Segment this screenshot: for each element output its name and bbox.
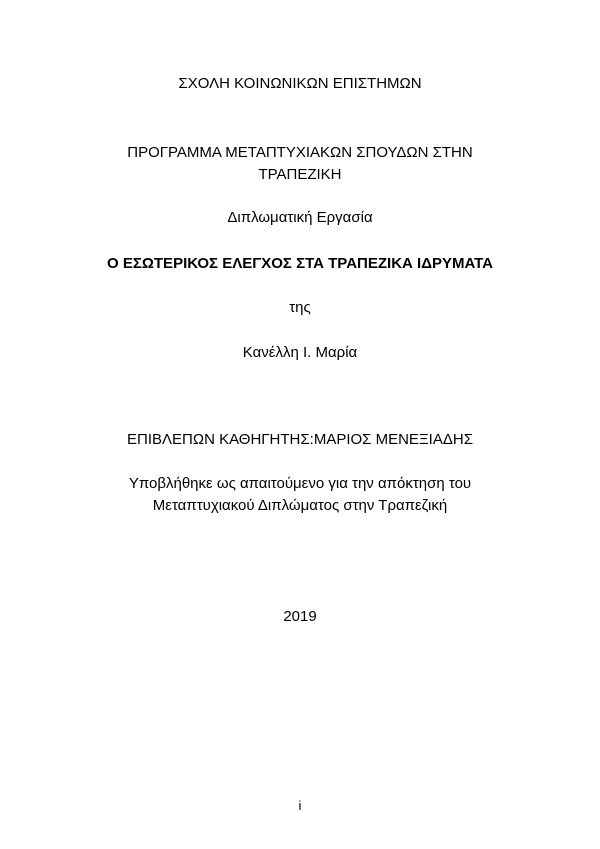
school-name: ΣΧΟΛΗ ΚΟΙΝΩΝΙΚΩΝ ΕΠΙΣΤΗΜΩΝ — [178, 75, 422, 92]
thesis-title: Ο ΕΣΩΤΕΡΙΚΟΣ ΕΛΕΓΧΟΣ ΣΤΑ ΤΡΑΠΕΖΙΚΑ ΙΔΡΥΜΑΤΑ — [107, 255, 493, 272]
author-name: Κανέλλη Ι. Μαρία — [242, 344, 358, 361]
thesis-type: Διπλωματική Εργασία — [227, 209, 373, 226]
year: 2019 — [283, 608, 317, 625]
program-name: ΠΡΟΓΡΑΜΜΑ ΜΕΤΑΠΤΥΧΙΑΚΩΝ ΣΠΟΥΔΩΝ ΣΤΗΝ ΤΡΑΠΕΖΙΚΗ — [127, 144, 473, 183]
supervisor: ΕΠΙΒΛΕΠΩΝ ΚΑΘΗΓΗΤΗΣ:ΜΑΡΙΟΣ ΜΕΝΕΞΙΑΔΗΣ — [127, 431, 473, 448]
by-label: της — [289, 299, 311, 316]
page-number: i — [298, 798, 302, 813]
submission-statement: Υποβλήθηκε ως απαιτούμενο για την απόκτηση του Μεταπτυχιακού Διπλώματος στην Τραπεζική — [128, 475, 472, 514]
